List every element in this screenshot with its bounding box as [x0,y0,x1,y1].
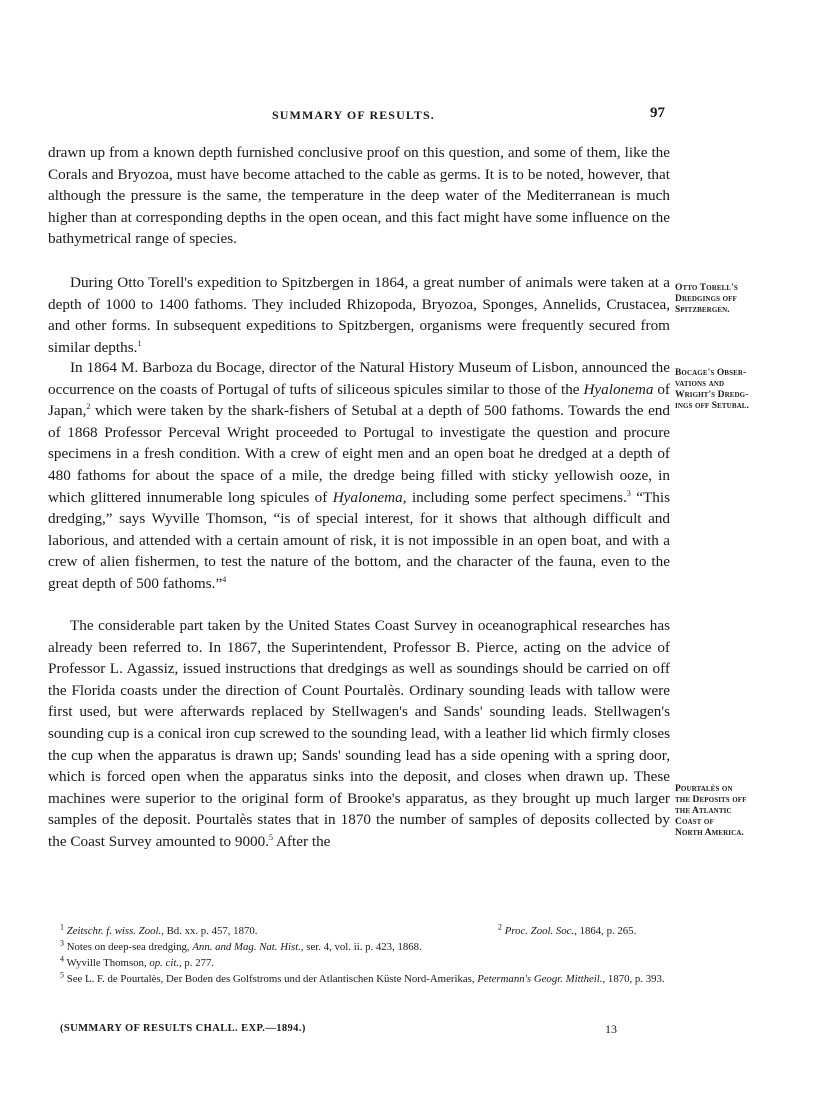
footnote-text: Notes on deep-sea dredging, [66,941,193,953]
side-note-line: Spitzbergen. [675,305,730,315]
footnote-ref-5: 5 [269,832,274,842]
side-note-torell [675,283,817,316]
paragraph-3 [48,357,670,595]
printer-footer: (SUMMARY OF RESULTS CHALL. EXP.—1894.) [60,1023,306,1034]
footnote-text: Wyville Thomson, [66,957,150,969]
footnote-journal: op. cit. [149,957,180,969]
footnote-journal: Proc. Zool. Soc. [504,925,575,937]
footnote-journal: Petermann's Geogr. Mittheil. [477,973,603,985]
footnote-5 [60,970,680,986]
side-note-line: Otto Torell's [675,283,738,293]
side-note-line: Wright's Dredg- [675,390,749,400]
paragraph-2 [48,272,670,358]
footnote-ref-3: 3 [626,488,631,498]
paragraph-4-text [48,615,670,853]
footnote-text: See L. F. de Pourtalès, Der Boden des Golfstroms und der Atlantischen Küste Nord-Amerikas, [66,973,478,985]
footnote-mark: 5 [60,970,64,980]
footnote-4 [60,954,215,970]
genus-hyalonema: Hyalonema [583,380,654,398]
side-note-line: ings off Setubal. [675,401,750,411]
footnote-1 [60,922,258,938]
side-note-line: the Atlantic [675,806,732,816]
side-note-line: Dredgings off [675,294,737,304]
footnote-citation: , Bd. xx. p. 457, 1870. [161,925,258,937]
side-note-line: North America. [675,828,744,838]
footnote-ref-2: 2 [86,402,91,412]
paragraph-3-part-1: In 1864 M. Barboza du Bocage, director of the Natural History Museum of Lisbon, announced the occurrence on the coasts of Portugal of tufts of siliceous spicules similar to those of the [48,359,670,398]
footnote-mark: 4 [60,954,64,964]
footnote-2 [498,922,637,938]
paragraph-1-text: drawn up from a known depth furnished conclusive proof on this question, and some of them, like the Corals and Bryozoa, must have become attached to the cable as germs. It is to be noted, however, that although the pressure is the same, the temperature in the deep water of the Mediterranean is much higher than at corresponding depths in the open ocean, and this fact might have some influence on the bathymetrical range of species. [48,144,670,248]
side-note-bocage [675,368,817,412]
page-number: 97 [650,105,665,121]
paragraph-1 [48,142,670,250]
side-note-line: Coast of [675,817,714,827]
signature-mark: 13 [605,1022,617,1036]
paragraph-4-part-1: The considerable part taken by the United States Coast Survey in oceanographical researches has already been referred to. In 1867, the Superintendent, Professor B. Pierce, acting on the advice of Professor L. Agassiz, issued instructions that dredgings as well as soundings should be carried on off the Florida coasts under the direction of Count Pourtalès. Ordinary sounding leads with tallow were first used, but were afterwards replaced by Stellwagen's and Sands' sounding leads. Stellwagen's sounding cup is a conical iron cup screwed to the sounding lead, with a leather lid which firmly closes the cup when the apparatus is drawn up; Sands' sounding lead has a side opening with a spring door, which is forced open when the apparatus sinks into the deposit, and closes when drawn up. These machines were superior to the original form of Brooke's apparatus, as they brought up much larger samples of the deposit. Pourtalès states that in 1870 the number of samples of deposits collected by the Coast Survey amounted to 9000. [48,617,670,850]
genus-hyalonema-2: Hyalonema [332,488,403,506]
side-note-line: Pourtalès on [675,784,733,794]
paragraph-3-part-2: of Japan, [48,380,670,420]
footnote-ref-4: 4 [222,574,227,584]
paragraph-3-quote: “This dredging,” says Wyville Thomson, “is of special interest, for it shows that although difficult and laborious, and attended with a certain amount of risk, it is not impossible in an open boat, and with a crew of alien fishermen, to test the nature of the bottom, and the character of the fauna, even to the great depth of 500 fathoms.” [48,488,671,592]
paragraph-4 [48,615,670,853]
paragraph-3-text [48,357,670,595]
footnote-journal: Ann. and Mag. Nat. Hist. [192,941,301,953]
paragraph-2-body: During Otto Torell's expedition to Spitzbergen in 1864, a great number of animals were taken at a depth of 1000 to 1400 fathoms. They included Rhizopoda, Bryozoa, Sponges, Annelids, Crustacea, and other forms. In subsequent expeditions to Spitzbergen, organisms were frequently secured from similar depths. [48,274,670,356]
footnote-mark: 1 [60,922,64,932]
running-header: SUMMARY OF RESULTS. [272,108,435,122]
paragraph-2-text [48,272,670,358]
paragraph-3-part-4: , including some perfect specimens. [402,488,627,506]
side-note-line: the Deposits off [675,795,747,805]
footnote-citation: , 1870, p. 393. [602,973,665,985]
footnote-journal: Zeitschr. f. wiss. Zool. [66,925,162,937]
side-note-pourtales [675,784,817,839]
footnote-citation: , p. 277. [179,957,215,969]
footnote-3 [60,938,422,954]
footnote-citation: , 1864, p. 265. [574,925,637,937]
paragraph-3-part-3: which were taken by the shark-fishers of Setubal at a depth of 500 fathoms. Towards the end of 1868 Professor Perceval Wright proceeded to Portugal to investigate the question and procure specimens in a fresh condition. With a crew of eight men and an open boat he dredged at a depth of 480 fathoms for about the space of a mile, the dredge being filled with sticky yellowish ooze, in which glittered innumerable long spicules of [48,402,670,506]
footnote-mark: 2 [498,922,502,932]
side-note-line: Bocage's Obser- [675,368,747,378]
footnote-mark: 3 [60,938,64,948]
paragraph-4-part-2: After the [273,832,331,850]
footnote-citation: , ser. 4, vol. ii. p. 423, 1868. [300,941,422,953]
side-note-line: vations and [675,379,725,389]
footnote-ref-1: 1 [137,338,142,348]
